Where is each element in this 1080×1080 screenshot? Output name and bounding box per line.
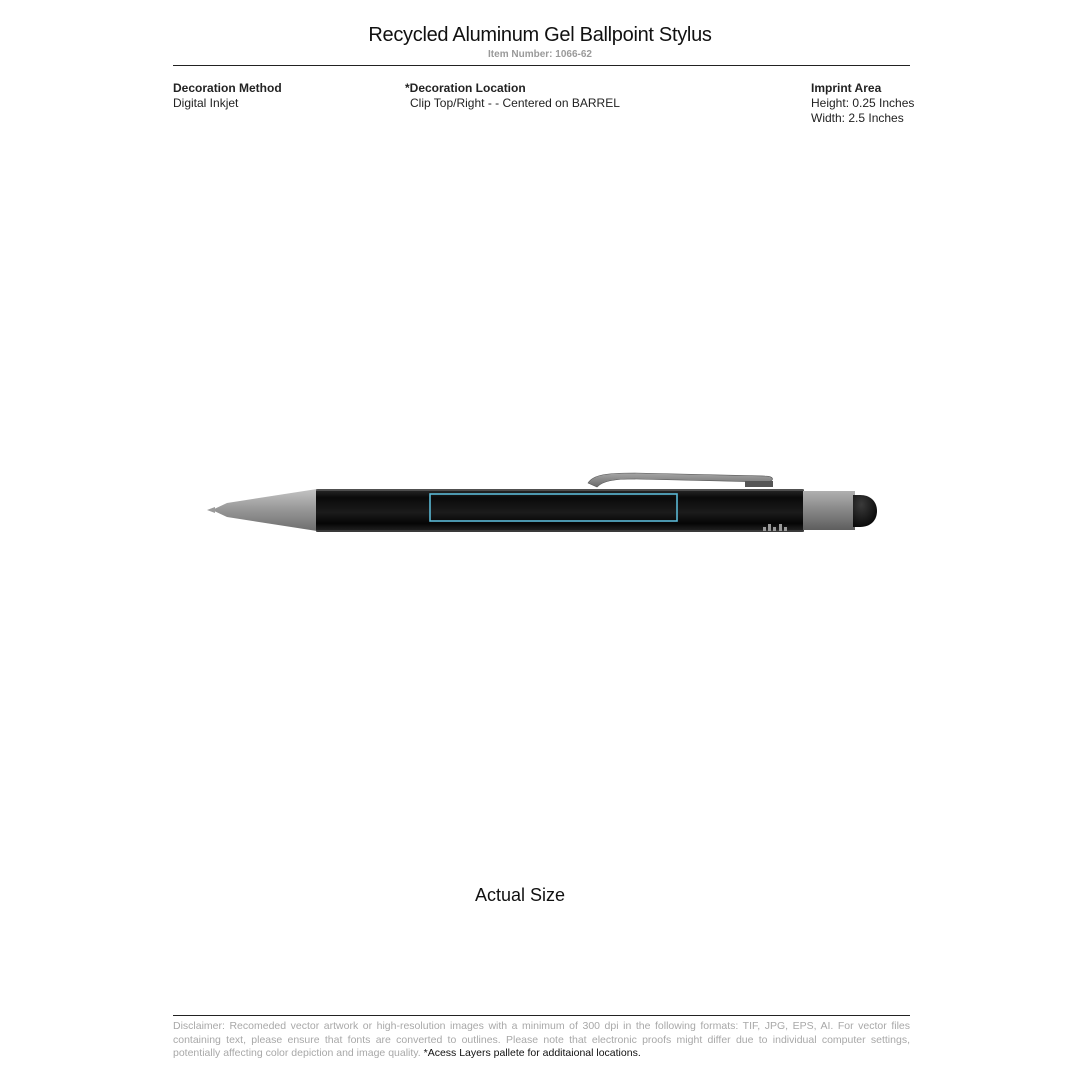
- imprint-width-value: Width: 2.5 Inches: [811, 111, 904, 125]
- decoration-location-label: *Decoration Location: [405, 81, 526, 95]
- layers-note: *Acess Layers pallete for additaional locations.: [423, 1047, 641, 1059]
- imprint-height-value: Height: 0.25 Inches: [811, 96, 915, 110]
- actual-size-label: Actual Size: [474, 885, 566, 905]
- decoration-method-value: Digital Inkjet: [173, 96, 239, 110]
- disclaimer-text: Disclaimer: Recomeded vector artwork or high-resolution images with a minimum of 300 dpi in the following formats: TIF, JPG, EPS, AI. For vector files containing text, please ensure that fonts are converted to outlines. Please note that electronic proofs might differ due to individual computer settings, potentially affecting color depiction and image quality.: [173, 1020, 910, 1059]
- pen-illustration: [205, 465, 885, 545]
- item-number: Item Number: 1066-62: [488, 49, 592, 60]
- footer-divider: [173, 1015, 910, 1016]
- product-title: Recycled Aluminum Gel Ballpoint Stylus: [368, 24, 712, 46]
- decoration-location-value: Clip Top/Right - - Centered on BARREL: [410, 96, 620, 110]
- pen-end-ring: [803, 491, 855, 530]
- header-divider: [173, 65, 910, 66]
- imprint-area-section: [811, 81, 914, 126]
- pen-image: [205, 465, 885, 545]
- decoration-method-section: [173, 81, 282, 111]
- pen-clip: [588, 473, 773, 487]
- stylus-tip: [853, 495, 877, 527]
- pen-barrel: [316, 489, 804, 532]
- decoration-location-section: [405, 81, 620, 111]
- imprint-area-label: Imprint Area: [811, 81, 882, 95]
- pen-tip: [207, 489, 317, 531]
- disclaimer: [173, 1020, 910, 1061]
- decoration-method-label: Decoration Method: [173, 81, 282, 95]
